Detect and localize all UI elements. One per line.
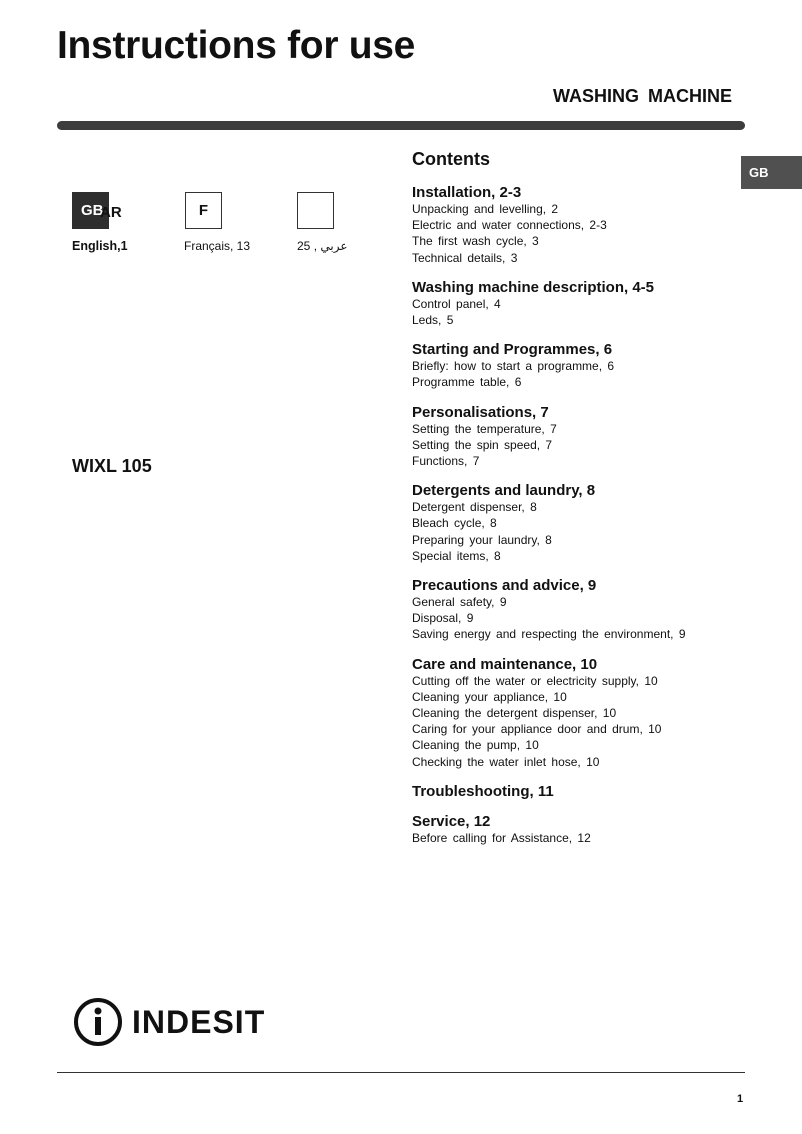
contents-section <box>412 783 742 800</box>
language-caption: Français, 13 <box>184 239 251 253</box>
section-entry: General safety, 9 <box>412 595 507 610</box>
brand-logo <box>72 997 265 1047</box>
section-entry: Caring for your appliance door and drum, 10 <box>412 722 662 737</box>
product-type: WASHING MACHINE <box>553 86 732 106</box>
table-of-contents <box>412 149 742 859</box>
section-heading: Detergents and laundry, 8 <box>412 482 596 500</box>
section-heading: Personalisations, 7 <box>412 403 549 421</box>
section-heading: Precautions and advice, 9 <box>412 577 597 595</box>
language-french <box>185 192 250 253</box>
section-entry: Special items, 8 <box>412 548 501 563</box>
section-heading: Washing machine description, 4-5 <box>412 278 654 296</box>
model-number: WIXL 105 <box>72 456 152 476</box>
language-tab-gb: GB <box>741 156 802 189</box>
section-entry: Control panel, 4 <box>412 296 501 311</box>
section-entry: Electric and water connections, 2-3 <box>412 218 607 233</box>
section-entry: Leds, 5 <box>412 313 454 328</box>
section-entry: Setting the temperature, 7 <box>412 421 557 436</box>
section-entry: Disposal, 9 <box>412 611 474 626</box>
section-entry: Unpacking and levelling, 2 <box>412 202 559 216</box>
section-entry: Cleaning your appliance, 10 <box>412 689 567 704</box>
section-entry: Cutting off the water or electricity supply, 10 <box>412 673 658 688</box>
language-caption: English,1 <box>72 239 128 253</box>
page-title: Instructions for use <box>57 24 416 67</box>
section-heading: Installation, 2-3 <box>412 184 522 201</box>
language-code-box-f <box>185 192 222 229</box>
section-heading: Troubleshooting, 11 <box>412 782 554 800</box>
section-heading: Service, 12 <box>412 812 491 830</box>
language-code: F <box>198 202 209 219</box>
language-arabic <box>297 192 347 253</box>
section-heading: Care and maintenance, 10 <box>412 655 598 673</box>
contents-section <box>412 482 742 564</box>
language-code-box-gb <box>72 192 122 229</box>
section-entry: Briefly: how to start a programme, 6 <box>412 359 615 374</box>
contents-section <box>412 404 742 470</box>
header-divider <box>57 121 745 130</box>
language-english <box>72 192 128 253</box>
language-code-overlay: AR <box>100 204 122 221</box>
contents-section <box>412 656 742 770</box>
section-entry: The first wash cycle, 3 <box>412 234 539 249</box>
brand-name: INDESIT <box>132 1003 266 1040</box>
contents-section <box>412 279 742 328</box>
section-entry: Bleach cycle, 8 <box>412 516 497 531</box>
language-code-box-ar <box>297 192 334 229</box>
contents-section <box>412 341 742 390</box>
contents-title: Contents <box>412 149 490 169</box>
section-entry: Before calling for Assistance, 12 <box>412 830 591 845</box>
section-entry: Setting the spin speed, 7 <box>412 437 553 452</box>
language-caption: عربي , 25 <box>297 239 348 253</box>
footer-divider <box>57 1072 745 1073</box>
section-entry: Checking the water inlet hose, 10 <box>412 754 600 769</box>
contents-section <box>412 577 742 643</box>
section-entry: Cleaning the detergent dispenser, 10 <box>412 706 617 721</box>
section-heading: Starting and Programmes, 6 <box>412 341 613 359</box>
indesit-logo-icon <box>72 997 124 1047</box>
section-entry: Programme table, 6 <box>412 375 522 390</box>
section-entry: Preparing your laundry, 8 <box>412 532 552 547</box>
section-entry: Detergent dispenser, 8 <box>412 500 537 515</box>
contents-section <box>412 813 742 846</box>
language-code: GB <box>81 202 104 219</box>
section-entry: Saving energy and respecting the environment, 9 <box>412 627 686 642</box>
contents-section <box>412 184 742 266</box>
section-entry: Technical details, 3 <box>412 250 518 265</box>
contents-sections <box>412 184 742 846</box>
page-number: 1 <box>737 1093 744 1105</box>
section-entry: Functions, 7 <box>412 454 480 469</box>
section-entry: Cleaning the pump, 10 <box>412 738 539 753</box>
